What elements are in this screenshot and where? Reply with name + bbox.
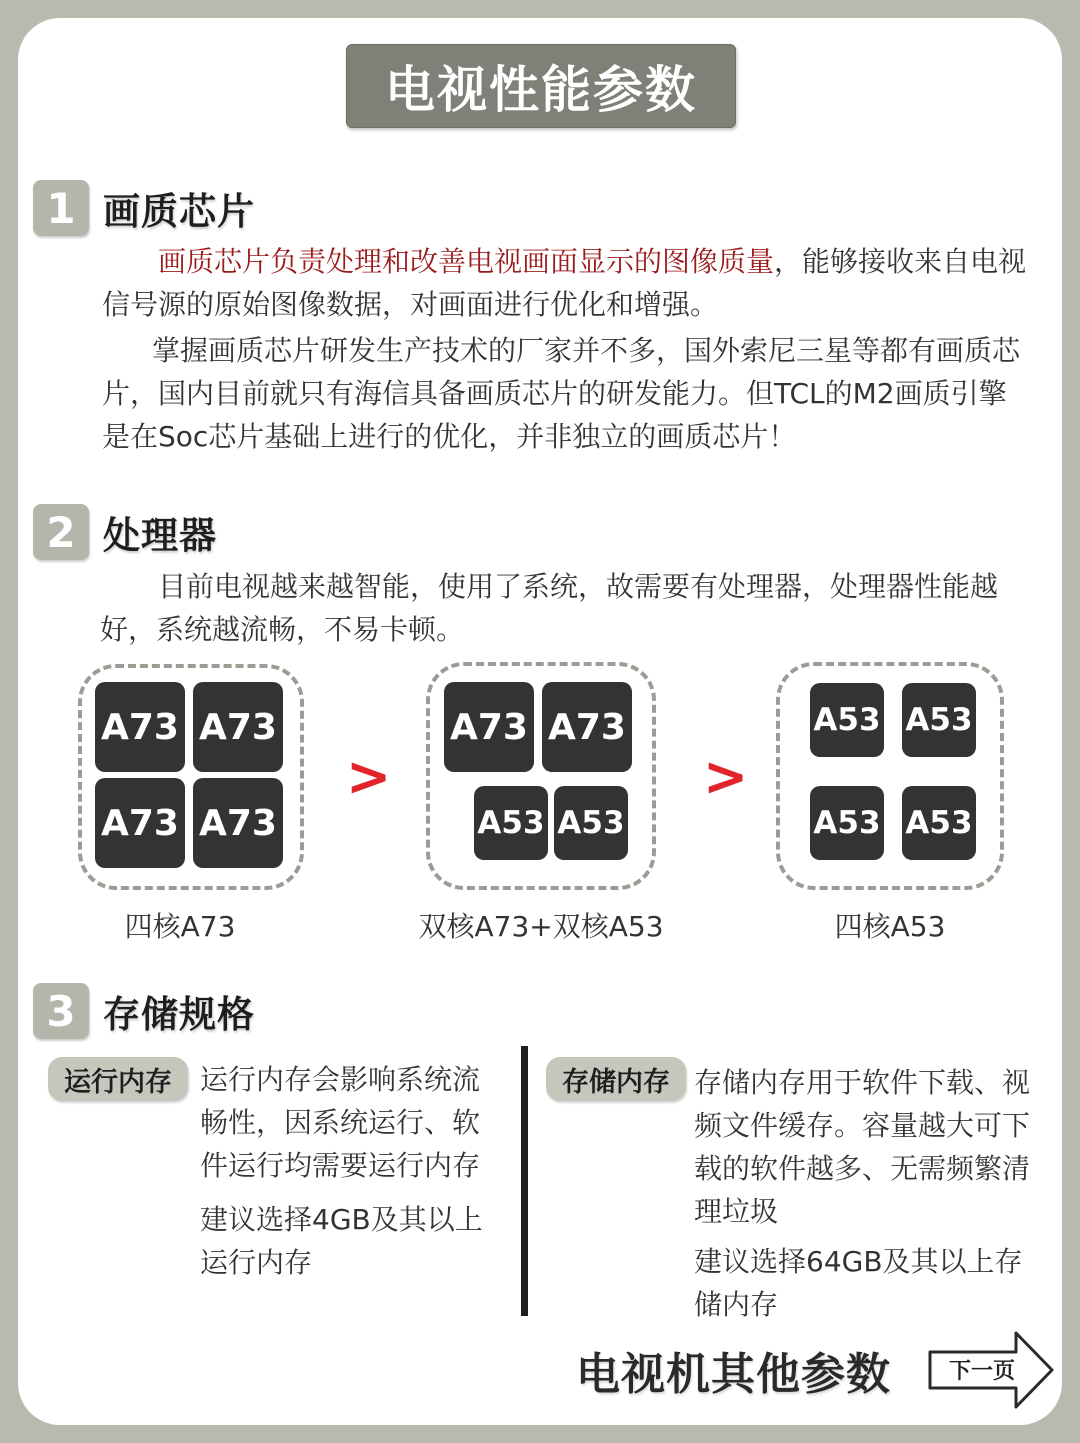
cpu-core-chip: A73 (95, 778, 185, 868)
section-3-header (33, 983, 255, 1039)
cpu-core-chip: A53 (474, 786, 548, 860)
storage-label-pill: 存储内存 (546, 1057, 686, 1101)
section-3-number: 3 (33, 983, 89, 1039)
cpu-core-chip: A73 (444, 682, 534, 772)
section-2-paragraph: 目前电视越来越智能，使用了系统，故需要有处理器，处理器性能越好，系统越流畅，不易卡顿。 (100, 570, 999, 646)
storage-advice: 建议选择64GB及其以上存储内存 (694, 1245, 1023, 1321)
section-1-paragraph-2: 掌握画质芯片研发生产技术的厂家并不多，国外索尼三星等都有画质芯片，国内目前就只有海信具备画质芯片的研发能力。但TCL的M2画质引擎是在Soc芯片基础上进行的优化，并非独立的画质芯片！ (102, 334, 1021, 453)
column-divider (521, 1046, 528, 1316)
greater-than-sign: > (703, 745, 749, 808)
section-2-title: 处理器 (103, 514, 217, 557)
section-2-header (33, 504, 217, 560)
section-1-header (33, 180, 255, 236)
page-title: 电视性能参数 (346, 44, 736, 128)
cpu-core-chip: A53 (902, 786, 976, 860)
cpu-core-chip: A53 (810, 683, 884, 757)
section-1-number: 1 (33, 180, 89, 236)
ram-advice: 建议选择4GB及其以上运行内存 (200, 1203, 483, 1279)
section-1-title: 画质芯片 (103, 190, 255, 233)
section-2-number: 2 (33, 504, 89, 560)
ram-label-pill: 运行内存 (48, 1057, 188, 1101)
cpu-group-caption: 双核A73+双核A53 (418, 910, 664, 943)
cpu-group-caption: 四核A73 (124, 910, 236, 943)
cpu-core-chip: A73 (95, 682, 185, 772)
cpu-core-chip: A73 (542, 682, 632, 772)
cpu-core-chip: A53 (554, 786, 628, 860)
ram-description: 运行内存会影响系统流畅性，因系统运行、软件运行均需要运行内存 (200, 1063, 481, 1182)
section-1-paragraph-1 (102, 240, 1032, 326)
section-1-paragraph-1-rest: ，能够接收来自电视信号源的原始图像数据，对画面进行优化和增强。 (102, 245, 1027, 321)
cpu-core-chip: A53 (810, 786, 884, 860)
next-page-label[interactable]: 下一页 (948, 1359, 1015, 1384)
storage-description: 存储内存用于软件下载、视频文件缓存。容量越大可下载的软件越多、无需频繁清理垃圾 (694, 1066, 1031, 1228)
cpu-core-chip: A73 (193, 778, 283, 868)
cpu-core-chip: A53 (902, 683, 976, 757)
section-3-title: 存储规格 (103, 993, 255, 1036)
section-1-highlight: 画质芯片负责处理和改善电视画面显示的图像质量 (158, 245, 775, 278)
cpu-group-caption: 四核A53 (834, 910, 946, 943)
greater-than-sign: > (346, 745, 392, 808)
cpu-core-chip: A73 (193, 682, 283, 772)
footer-title: 电视机其他参数 (576, 1349, 891, 1400)
